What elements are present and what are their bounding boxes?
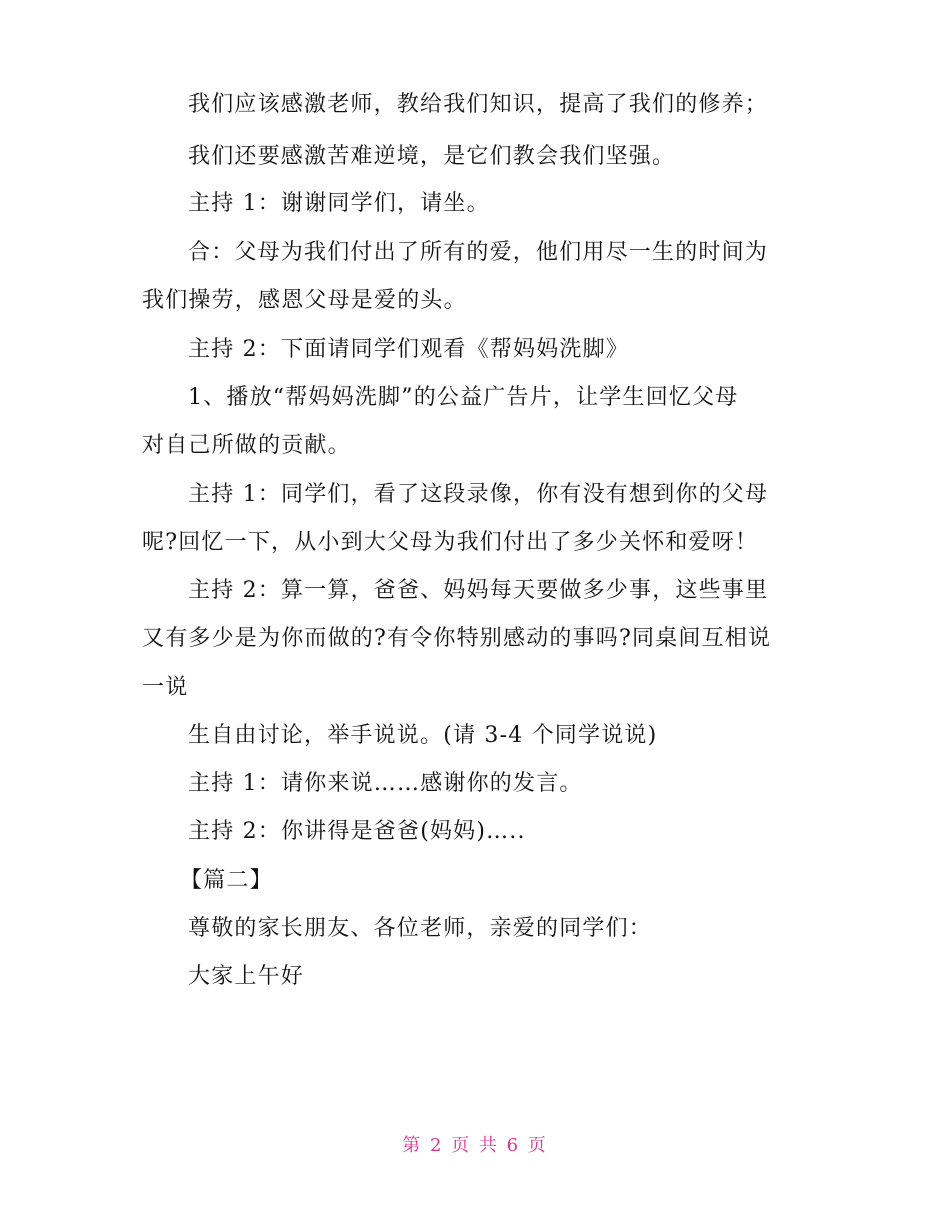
page-footer: 第 2 页 共 6 页 [402, 1135, 548, 1156]
text-line: 主持 2：你讲得是爸爸(妈妈)….. [188, 819, 526, 844]
text-line: 尊敬的家长朋友、各位老师，亲爱的同学们： [188, 916, 653, 941]
text-line: 主持 2：下面请同学们观看《帮妈妈洗脚》 [188, 337, 629, 362]
text-line: 主持 1：同学们，看了这段录像，你有没有想到你的父母 [188, 482, 769, 507]
text-line: 1、播放“帮妈妈洗脚”的公益广告片，让学生回忆父母 [188, 385, 739, 410]
text-line: 呢?回忆一下，从小到大父母为我们付出了多少关怀和爱呀！ [142, 530, 759, 555]
text-line: 我们应该感激老师，教给我们知识，提高了我们的修养； [188, 92, 769, 117]
text-line: 生自由讨论，举手说说。(请 3-4 个同学说说) [188, 723, 658, 748]
text-line: 我们操劳，感恩父母是爱的头。 [142, 288, 467, 313]
text-line: 主持 1：请你来说……感谢你的发言。 [188, 771, 583, 796]
text-line: 主持 2：算一算，爸爸、妈妈每天要做多少事，这些事里 [188, 578, 769, 603]
text-line: 我们还要感激苦难逆境，是它们教会我们坚强。 [188, 144, 676, 169]
text-line: 主持 1：谢谢同学们，请坐。 [188, 191, 490, 216]
text-line: 对自己所做的贡献。 [142, 433, 351, 458]
text-line: 一说 [142, 675, 189, 700]
section-heading: 【篇二】 [180, 868, 273, 893]
text-line: 又有多少是为你而做的?有令你特别感动的事吗?同桌间互相说 [142, 626, 772, 651]
text-line: 合：父母为我们付出了所有的爱，他们用尽一生的时间为 [188, 240, 769, 265]
text-line: 大家上午好 [188, 964, 305, 989]
